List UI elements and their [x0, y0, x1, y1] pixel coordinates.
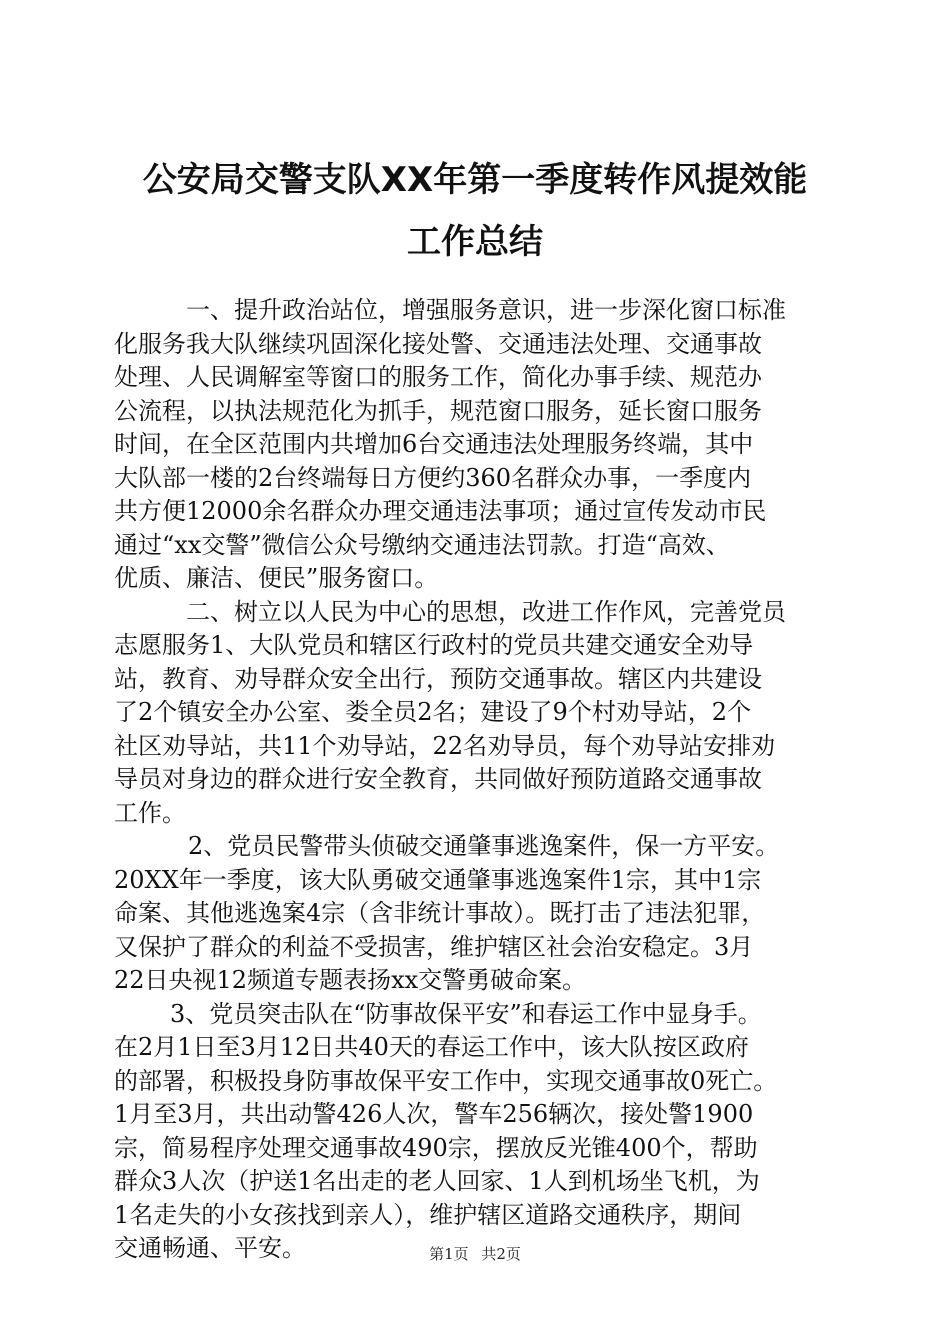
body-line: 在2月1日至3月12日共40天的春运工作中，该大队按区政府 [114, 1033, 749, 1061]
body-line: 2、党员民警带头侦破交通肇事逃逸案件，保一方平安。 [188, 832, 780, 860]
body-line: 宗，简易程序处理交通事故490宗，摆放反光锥400个，帮助 [114, 1133, 758, 1162]
body-line: 化服务我大队继续巩固深化接处警、交通违法处理、交通事故 [114, 329, 762, 358]
page-footer [0, 1243, 950, 1264]
body-line: 20XX年一季度，该大队勇破交通肇事逃逸案件1宗，其中1宗 [114, 865, 762, 894]
body-line: 1月至3月，共出动警426人次，警车256辆次，接处警1900 [114, 1100, 754, 1128]
body-line: 二、树立以人民为中心的思想，改进工作作风，完善党员 [186, 597, 786, 626]
body-line: 大队部一楼的2台终端每日方便约360名群众办事，一季度内 [114, 463, 752, 492]
document-body [114, 294, 854, 1266]
body-line: 了2个镇安全办公室、娄全员2名；建设了9个村劝导站，2个 [114, 698, 752, 726]
body-line: 导员对身边的群众进行安全教育，共同做好预防道路交通事故 [114, 765, 762, 793]
body-line: 的部署，积极投身防事故保平安工作中，实现交通事故0死亡。 [114, 1066, 778, 1095]
body-line: 社区劝导站，共11个劝导站，22名劝导员，每个劝导站安排劝 [114, 731, 776, 760]
body-line: 共方便12000余名群众办理交通违法事项；通过宣传发动市民 [114, 497, 767, 525]
body-line: 通过“xx交警”微信公众号缴纳交通违法罚款。打造“高效、 [114, 530, 730, 559]
body-line: 站，教育、劝导群众安全出行，预防交通事故。辖区内共建设 [114, 664, 762, 693]
body-line: 22日央视12频道专题表扬xx交警勇破命案。 [114, 966, 587, 994]
page-number-current: 第1页 [429, 1245, 469, 1263]
document-title-line-2: 工作总结 [407, 222, 543, 262]
body-line: 一、提升政治站位，增强服务意识，进一步深化窗口标准 [186, 296, 786, 324]
body-line: 群众3人次（护送1名出走的老人回家、1人到机场坐飞机，为 [114, 1167, 760, 1195]
body-line: 公流程，以执法规范化为抓手，规范窗口服务，延长窗口服务 [114, 396, 762, 425]
body-line: 又保护了群众的利益不受损害，维护辖区社会治安稳定。3月 [114, 932, 754, 961]
body-line: 1名走失的小女孩找到亲人），维护辖区道路交通秩序，期间 [114, 1200, 742, 1229]
body-line: 命案、其他逃逸案4宗（含非统计事故）。既打击了违法犯罪， [114, 899, 766, 927]
body-line: 3、党员突击队在“防事故保平安”和春运工作中显身手。 [170, 999, 762, 1028]
body-line: 时间，在全区范围内共增加6台交通违法处理服务终端，其中 [114, 430, 754, 458]
document-title-line-1: 公安局交警支队XX年第一季度转作风提效能 [142, 160, 808, 200]
page-number-total: 共2页 [481, 1245, 521, 1263]
body-line: 优质、廉洁、便民”服务窗口。 [114, 564, 439, 592]
body-line: 交通畅通、平安。 [114, 1234, 306, 1262]
body-line: 志愿服务1、大队党员和辖区行政村的党员共建交通安全劝导 [114, 631, 754, 659]
body-line: 处理、人民调解室等窗口的服务工作，简化办事手续、规范办 [114, 363, 762, 391]
body-line: 工作。 [114, 798, 186, 827]
